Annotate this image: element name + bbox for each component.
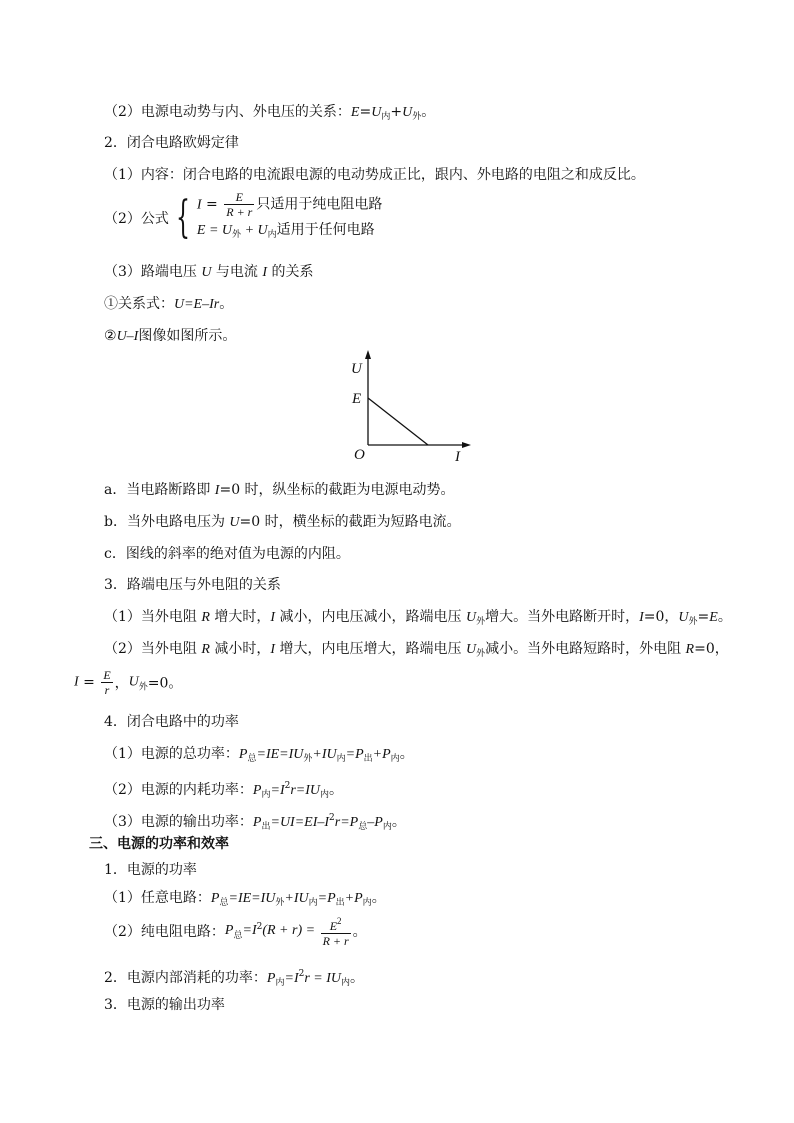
math: U [402,105,413,120]
denominator: R + r [226,205,253,219]
math: R [201,610,210,625]
brace-icon: { [175,192,190,243]
subscript: 内 [381,112,391,122]
subscript: 外 [476,649,486,659]
text: =0， [694,641,729,657]
line-r-increase [104,607,732,632]
numerator: E [224,190,254,205]
line-any-circuit [104,888,386,913]
note: 只适用于纯电阻电路 [256,196,383,213]
formula-system [197,190,382,246]
text: = [359,104,372,120]
text: （2）电源的内耗功率： [104,782,253,798]
subscript: 出 [335,898,345,908]
line-terminal-voltage [104,262,314,283]
math: I [639,610,644,625]
subscript: 内 [382,822,392,832]
line-pure-resistance [104,914,367,948]
heading-output-power: 3．电源的输出功率 [104,997,225,1013]
math: +P [344,891,363,906]
text: + [390,104,403,120]
math: I [214,483,220,498]
math: =P [345,747,364,762]
superscript: 2 [329,813,335,823]
math: U–I [116,329,139,344]
text: 增大。当外电路断开时， [485,609,640,625]
math: + U [241,223,268,238]
subscript: 内 [362,898,372,908]
subscript: 内 [341,978,351,988]
text: 图像如图所示。 [138,328,237,344]
text: （2）公式 [104,211,169,227]
math: +P [372,747,391,762]
heading-terminal-voltage-resistance: 3．路端电压与外电阻的关系 [104,577,281,593]
subscript: 外 [688,617,698,627]
text: （1）当外电阻 [104,609,202,625]
text: b．当外电路电压为 [104,514,230,530]
formula-row-1 [197,190,382,219]
math: I [262,265,268,280]
text: 。 [350,970,365,986]
graph-label-i: I [455,449,460,465]
text: （2）当外电阻 [104,641,202,657]
superscript: 2 [256,922,263,932]
text: =0。 [147,675,183,692]
subscript: 外 [303,754,313,764]
math: I [270,642,276,657]
math: U=E–Ir [174,297,220,312]
text: 增大时， [209,609,271,625]
text: 减小。当外电路短路时，外电阻 [485,641,686,657]
text: = [201,196,223,213]
math: P [252,815,262,830]
math: U [371,105,382,120]
math: U [465,642,477,657]
math: =I [242,923,257,938]
text: 。 [717,609,732,625]
section-title-power-efficiency: 三、电源的功率和效率 [89,836,229,852]
text: 。 [329,782,344,798]
text: =0 时，纵坐标的截距为电源电动势。 [219,482,455,498]
math: =I [284,971,299,986]
math: U [229,515,240,530]
graph-label-o: O [354,447,365,463]
text: a．当电路断路即 [104,482,215,498]
ui-graph [340,348,480,466]
math: +IU [312,747,337,762]
text: （1）任意电路： [104,890,211,906]
text: 。 [371,890,386,906]
numerator [321,914,351,934]
line-short-circuit [74,668,182,697]
math: P [210,891,220,906]
line-output-power [104,808,406,837]
text: =0， [643,609,679,625]
line-internal-power [104,776,343,805]
line-r-decrease [104,639,729,664]
subscript: 总 [233,931,243,941]
subscript: 出 [261,822,271,832]
line-graph-caption [104,326,236,347]
subscript: 外 [232,230,242,240]
subscript: 内 [336,754,346,764]
fraction [321,914,351,948]
math: E [709,610,718,625]
text: 与电流 [211,264,263,280]
text: 。 [399,746,414,762]
math: E [350,105,360,120]
subscript: 外 [476,617,486,627]
text: 增大，内电压增大，路端电压 [275,641,466,657]
line-formula [104,190,382,246]
text: 。 [352,924,367,940]
text: 。 [391,814,406,830]
text: = [697,609,710,625]
line-emf-relation [104,102,435,127]
text: =0 时，横坐标的截距为短路电流。 [239,514,461,530]
text: ①关系式： [104,296,174,312]
line-internal-consumption [104,964,364,993]
subscript: 总 [219,898,229,908]
graph-label-u: U [351,361,362,377]
subscript: 内 [320,790,330,800]
heading-power: 4．闭合电路中的功率 [104,714,239,730]
x-arrow-icon [462,442,471,448]
text: = [78,674,100,691]
graph-label-e: E [352,391,362,407]
text: 的关系 [267,264,314,280]
math: +IU [284,891,309,906]
math: =UI=EI–I [270,815,330,830]
math: I [196,197,202,213]
line-a [104,480,455,501]
math: =IE=IU [228,891,276,906]
math: E [196,223,206,238]
math: = U [205,223,233,238]
line-total-power [104,744,414,769]
math: I [270,610,276,625]
line-b [104,512,461,533]
subscript: 出 [363,754,373,764]
text: ， [114,675,129,692]
text: 。 [219,296,234,312]
math: –P [367,815,383,830]
subscript: 外 [138,682,148,693]
ui-line [368,398,428,445]
superscript: 2 [337,916,342,926]
math: U [201,265,212,280]
math: P [252,783,262,798]
math: I [74,674,79,690]
math: P [266,971,276,986]
subscript: 内 [390,754,400,764]
math: =I [270,783,285,798]
fraction [101,668,112,697]
math: R [685,642,695,657]
math: P [224,923,234,938]
text: 。 [421,104,436,120]
text: 减小时， [209,641,271,657]
math: U [128,674,139,690]
fraction [224,190,254,219]
numerator: E [103,668,111,682]
numerator-text: E [329,919,338,933]
subscript: 内 [308,898,318,908]
line-content: （1）内容：闭合电路的电流跟电源的电动势成正比，跟内、外电路的电阻之和成反比。 [104,167,645,183]
heading-source-power: 1．电源的功率 [104,862,197,878]
heading-ohms-law: 2．闭合电路欧姆定律 [104,135,239,151]
line-relation [104,294,233,315]
text: （3）电源的输出功率： [104,814,253,830]
subscript: 内 [261,790,271,800]
y-arrow-icon [365,350,371,359]
math: r = IU [304,971,342,986]
note: 适用于任何电路 [276,222,375,238]
math: r=IU [290,783,321,798]
text: ② [104,328,117,344]
denominator: r [104,683,110,697]
math: (R + r) = [262,923,319,938]
subscript: 内 [267,230,277,240]
formula-row-2 [197,219,382,246]
text: （2）纯电阻电路： [104,924,225,940]
math: R [201,642,210,657]
math: =IE=IU [256,747,304,762]
math: U [465,610,477,625]
math: r=P [334,815,359,830]
math: =P [317,891,336,906]
subscript: 外 [275,898,285,908]
text: 减小，内电压减小，路端电压 [275,609,466,625]
subscript: 内 [275,978,285,988]
text: （2）电源电动势与内、外电压的关系： [104,104,351,120]
text: （3）路端电压 [104,264,202,280]
text: （1）电源的总功率： [104,746,239,762]
denominator: R + r [322,934,349,948]
superscript: 2 [298,969,305,979]
math: P [238,747,248,762]
text: 2．电源内部消耗的功率： [104,970,267,986]
subscript: 总 [247,754,257,764]
line-c: c．图线的斜率的绝对值为电源的内阻。 [104,546,350,562]
subscript: 总 [358,822,368,832]
subscript: 外 [412,112,422,122]
math: U [678,610,689,625]
superscript: 2 [284,781,291,791]
